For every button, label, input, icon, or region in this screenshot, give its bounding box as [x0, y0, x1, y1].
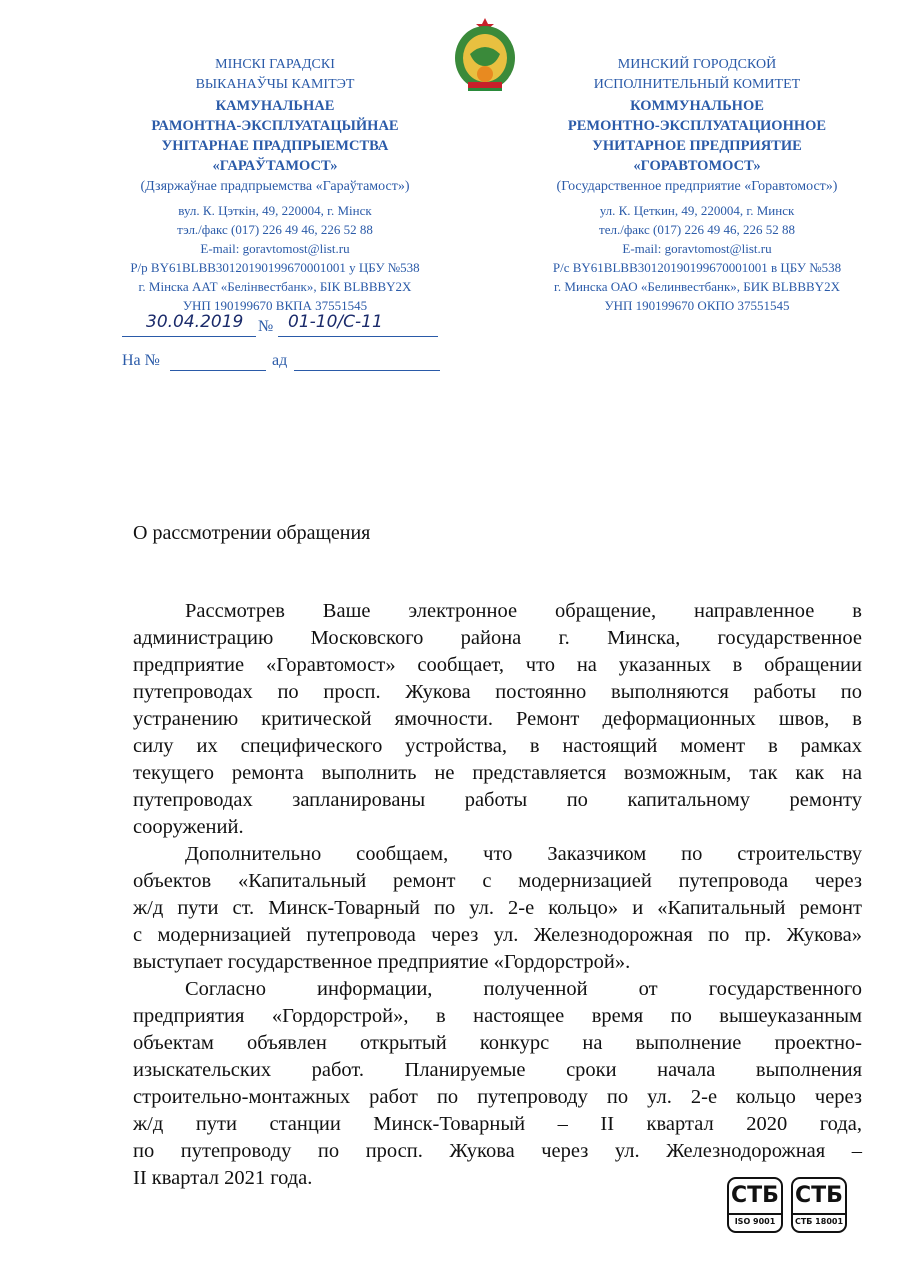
org-subtitle: (Государственное предприятие «Горавтомост»): [556, 178, 838, 194]
ref-ad-label: ад: [272, 352, 288, 369]
tax-id: УНП 190199670 ОКПО 37551545: [604, 298, 790, 314]
bank-account: Р/с BY61BLBB30120190199670001001 в ЦБУ №538: [552, 260, 842, 276]
paragraph-line: силу их специфического устройства, в настоящий момент в рамках: [133, 735, 862, 757]
paragraph-line: предприятие «Горавтомост» сообщает, что на указанных в обращении: [133, 654, 862, 676]
letter-body: [133, 598, 862, 1192]
ref-label: На №: [122, 352, 160, 369]
header-line: МІНСКІ ГАРАДСКІ: [215, 57, 335, 72]
email: E-mail: goravtomost@list.ru: [200, 241, 350, 257]
paragraph-line: устранению критической ямочности. Ремонт деформационных швов, в: [133, 708, 862, 730]
org-name-line: «ГОРАВТОМОСТ»: [633, 158, 761, 175]
paragraph-line: Согласно информации, полученной от государственного: [185, 978, 862, 1000]
org-name-line: РЕМОНТНО-ЭКСПЛУАТАЦИОННОЕ: [567, 117, 827, 134]
state-emblem-icon: [448, 14, 522, 94]
paragraph-line: администрацию Московского района г. Минска, государственное: [133, 627, 862, 649]
paragraph-line: путепроводах запланированы работы по капитальному ремонту: [133, 789, 862, 811]
header-line: ВЫКАНАЎЧЫ КАМІТЭТ: [195, 77, 355, 93]
stb-18001-logo: СТБ СТБ 18001: [791, 1177, 847, 1233]
header-line: ИСПОЛНИТЕЛЬНЫЙ КОМИТЕТ: [593, 77, 801, 93]
letter-subject: О рассмотрении обращения: [133, 522, 371, 544]
bank-account: Р/р BY61BLBB30120190199670001001 у ЦБУ №538: [130, 260, 420, 276]
handwritten-date: 30.04.2019: [146, 312, 244, 332]
header-right: [532, 55, 862, 315]
number-label: №: [258, 318, 274, 335]
email: E-mail: goravtomost@list.ru: [622, 241, 772, 257]
header-line: МИНСКИЙ ГОРОДСКОЙ: [617, 57, 777, 72]
address: вул. К. Цэткін, 49, 220004, г. Мінск: [178, 203, 372, 219]
paragraph-line: предприятия «Гордорстрой», в настоящее время по вышеуказанным: [133, 1005, 862, 1027]
org-name-line: КОММУНАЛЬНОЕ: [630, 97, 764, 114]
paragraph-line: ж/д пути ст. Минск-Товарный по ул. 2-е кольцо» и «Капитальный ремонт: [133, 897, 862, 919]
paragraph-line: строительно-монтажных работ по путепроводу по ул. 2-е кольцо через: [133, 1086, 862, 1108]
org-name-line: УНІТАРНАЕ ПРАДПРЫЕМСТВА: [161, 138, 389, 155]
org-name-line: КАМУНАЛЬНАЕ: [215, 97, 335, 114]
paragraph-line: Рассмотрев Ваше электронное обращение, направленное в: [185, 600, 862, 622]
phone: тэл./факс (017) 226 49 46, 226 52 88: [177, 222, 373, 238]
paragraph-line: текущего ремонта выполнить не представляется возможным, так как на: [133, 762, 862, 784]
header-left: [110, 55, 440, 315]
paragraph-line: объектов «Капитальный ремонт с модернизацией путепровода через: [133, 870, 862, 892]
address: ул. К. Цеткин, 49, 220004, г. Минск: [599, 203, 795, 219]
paragraph-line: по путепроводу по просп. Жукова через ул. Железнодорожная –: [133, 1140, 862, 1162]
paragraph-line: Дополнительно сообщаем, что Заказчиком по строительству: [185, 843, 862, 865]
certification-marks: [727, 1177, 847, 1233]
phone: тел./факс (017) 226 49 46, 226 52 88: [599, 222, 795, 238]
iso-9001-logo: СТБ ISO 9001: [727, 1177, 783, 1233]
paragraph-line: II квартал 2021 года.: [133, 1167, 313, 1189]
paragraph-line: ж/д пути станции Минск-Товарный – II квартал 2020 года,: [133, 1113, 862, 1135]
tax-id: УНП 190199670 ВКПА 37551545: [182, 298, 368, 314]
handwritten-number: 01-10/С-11: [288, 312, 383, 332]
org-name-line: УНИТАРНОЕ ПРЕДПРИЯТИЕ: [592, 138, 802, 155]
org-subtitle: (Дзяржаўнае прадпрыемства «Гараўтамост»): [140, 178, 410, 194]
org-name-line: РАМОНТНА-ЭКСПЛУАТАЦЫЙНАЕ: [151, 117, 399, 134]
paragraph-line: объектам объявлен открытый конкурс на выполнение проектно-: [133, 1032, 862, 1054]
org-name-line: «ГАРАЎТАМОСТ»: [212, 158, 338, 175]
paragraph-line: выступает государственное предприятие «Гордорстрой».: [133, 951, 631, 973]
bank-name: г. Мінска ААТ «Белінвестбанк», БІК BLBBBY2X: [138, 279, 412, 295]
bank-name: г. Минска ОАО «Белинвестбанк», БИК BLBBBY2X: [554, 279, 840, 295]
paragraph-line: изыскательских работ. Планируемые сроки начала выполнения: [133, 1059, 862, 1081]
paragraph-line: путепроводах по просп. Жукова постоянно выполняются работы по: [133, 681, 862, 703]
paragraph-line: с модернизацией путепровода через ул. Железнодорожная по пр. Жукова»: [133, 924, 862, 946]
paragraph-line: сооружений.: [133, 816, 244, 838]
